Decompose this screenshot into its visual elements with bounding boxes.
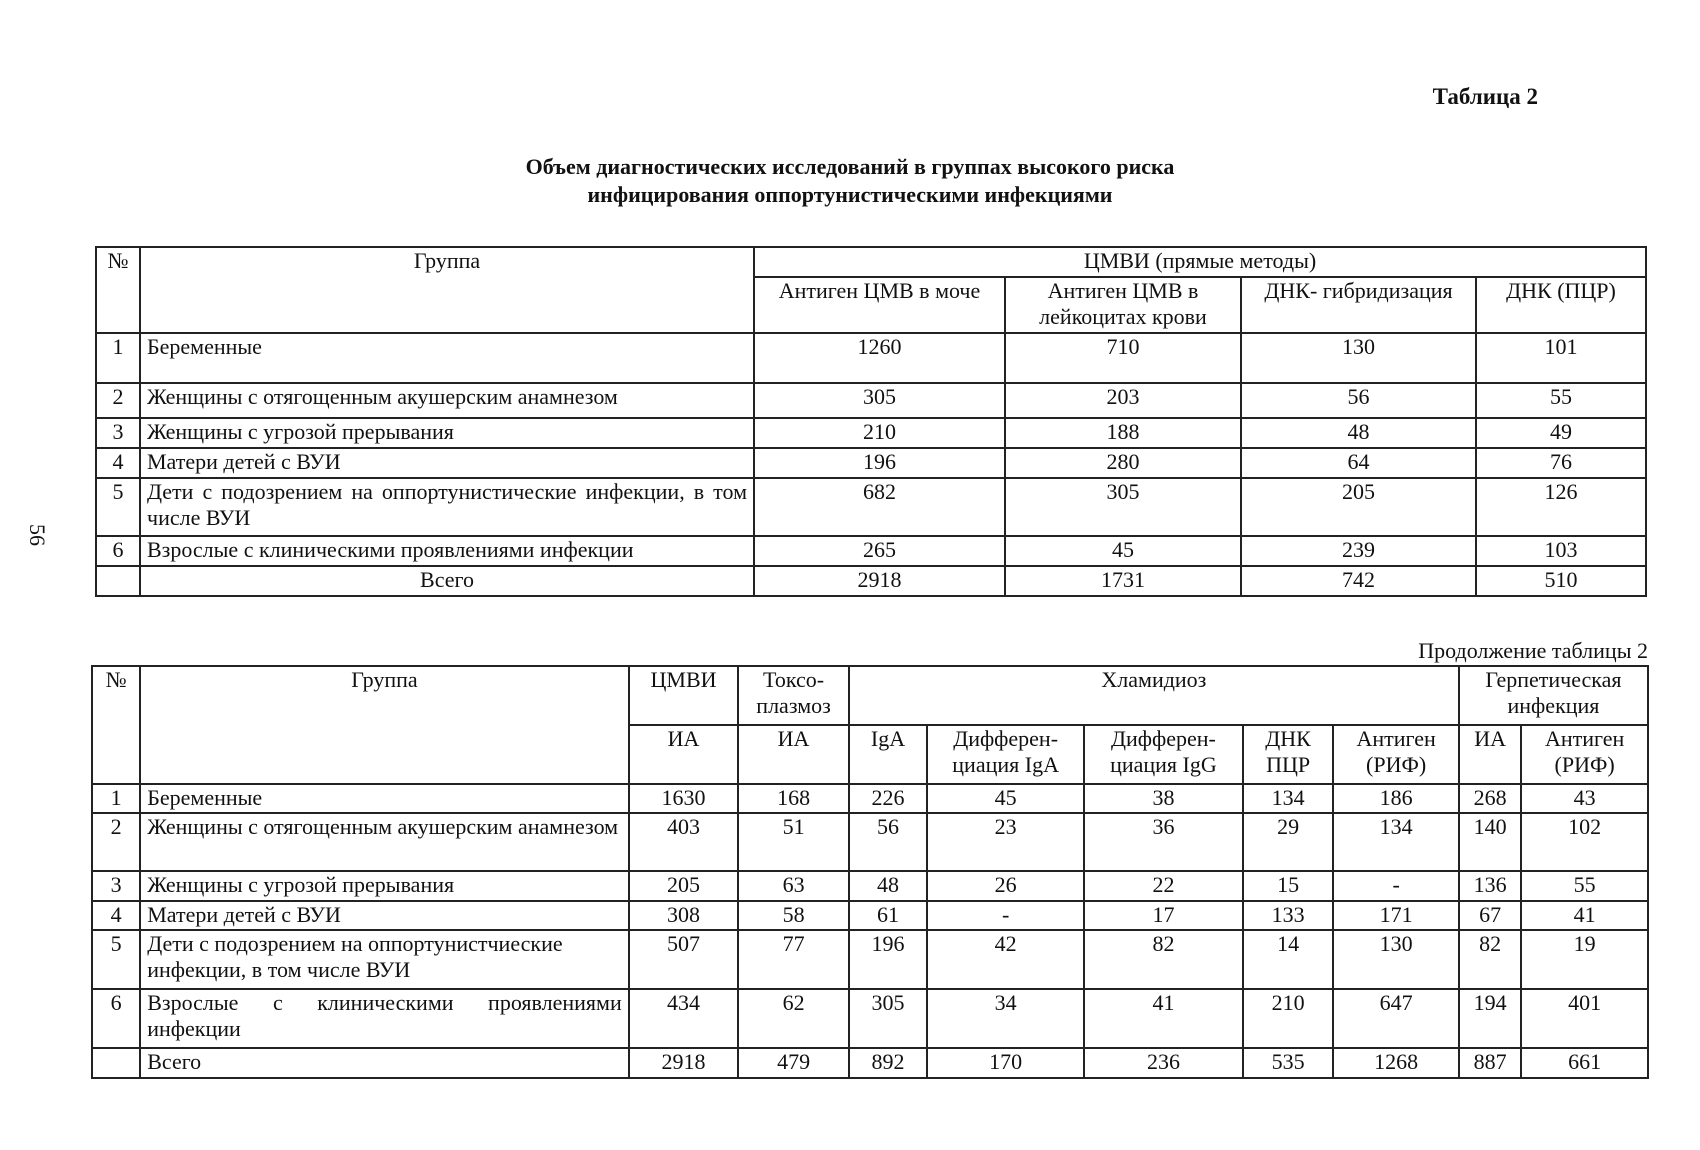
title-line-1: Объем диагностических исследований в группах высокого риска (525, 154, 1175, 179)
value-cell: 196 (754, 448, 1005, 478)
value-cell: 130 (1333, 930, 1459, 989)
total-cell: 1731 (1005, 566, 1241, 596)
value-cell: 507 (629, 930, 739, 989)
value-cell: 15 (1243, 871, 1333, 901)
value-cell: 682 (754, 478, 1005, 536)
table2-header-num: № (92, 666, 140, 784)
group-name: Женщины с отягощенным акушерским анамнезом (140, 813, 629, 871)
group-name: Матери детей с ВУИ (140, 901, 629, 930)
value-cell: 42 (927, 930, 1084, 989)
value-cell: 168 (738, 784, 849, 813)
value-cell: 38 (1084, 784, 1243, 813)
group-name: Беременные (140, 784, 629, 813)
table2-header-cmvi: ЦМВИ (629, 666, 739, 725)
total-cell: 479 (738, 1048, 849, 1078)
row-number-empty (92, 1048, 140, 1078)
value-cell: 67 (1459, 901, 1521, 930)
table-row (96, 418, 1646, 448)
value-cell: 265 (754, 536, 1005, 566)
table-total-row (92, 1048, 1648, 1078)
value-cell: 34 (927, 989, 1084, 1048)
row-number: 4 (96, 448, 140, 478)
value-cell: 134 (1333, 813, 1459, 871)
value-cell: 55 (1521, 871, 1648, 901)
table1-header-col: ДНК (ПЦР) (1476, 277, 1646, 333)
table-row (92, 901, 1648, 930)
group-name: Дети с подозрением на оппортунистические инфекции, в том числе ВУИ (140, 478, 754, 536)
value-cell: 280 (1005, 448, 1241, 478)
value-cell: 55 (1476, 383, 1646, 418)
total-cell: 535 (1243, 1048, 1333, 1078)
row-number-empty (96, 566, 140, 596)
value-cell: 133 (1243, 901, 1333, 930)
value-cell: 48 (1241, 418, 1476, 448)
value-cell: 45 (1005, 536, 1241, 566)
value-cell: 56 (849, 813, 927, 871)
table1-header-group: Группа (140, 247, 754, 333)
value-cell: 63 (738, 871, 849, 901)
value-cell: 82 (1459, 930, 1521, 989)
value-cell: 17 (1084, 901, 1243, 930)
value-cell: 305 (754, 383, 1005, 418)
table-row (92, 784, 1648, 813)
value-cell: 205 (1241, 478, 1476, 536)
value-cell: 210 (1243, 989, 1333, 1048)
value-cell: 210 (754, 418, 1005, 448)
table-row (92, 871, 1648, 901)
group-name: Матери детей с ВУИ (140, 448, 754, 478)
value-cell: 1260 (754, 333, 1005, 383)
table1-header-col: ДНК- гибридизация (1241, 277, 1476, 333)
table1-header-col: Антиген ЦМВ в лейкоцитах крови (1005, 277, 1241, 333)
value-cell: 401 (1521, 989, 1648, 1048)
page-number: 56 (25, 524, 50, 546)
group-name: Дети с подозрением на оппортунистчиеские инфекции, в том числе ВУИ (140, 930, 629, 989)
row-number: 5 (92, 930, 140, 989)
table-row (96, 478, 1646, 536)
table-2 (91, 665, 1649, 1079)
value-cell: 434 (629, 989, 739, 1048)
value-cell: 305 (849, 989, 927, 1048)
value-cell: 14 (1243, 930, 1333, 989)
table2-subheader: ИА (629, 725, 739, 784)
value-cell: 134 (1243, 784, 1333, 813)
group-name: Женщины с угрозой прерывания (140, 871, 629, 901)
value-cell: 196 (849, 930, 927, 989)
title-line-2: инфицирования оппортунистическими инфекциями (587, 182, 1113, 207)
value-cell: - (1333, 871, 1459, 901)
value-cell: 188 (1005, 418, 1241, 448)
table2-header-row-1 (92, 666, 1648, 725)
total-cell: 892 (849, 1048, 927, 1078)
value-cell: 76 (1476, 448, 1646, 478)
value-cell: 194 (1459, 989, 1521, 1048)
table2-header-chlamydia: Хламидиоз (849, 666, 1459, 725)
table-row (96, 383, 1646, 418)
table2-subheader: Дифферен-циация IgG (1084, 725, 1243, 784)
group-name: Женщины с угрозой прерывания (140, 418, 754, 448)
value-cell: 268 (1459, 784, 1521, 813)
table1-header-num: № (96, 247, 140, 333)
value-cell: 23 (927, 813, 1084, 871)
value-cell: 64 (1241, 448, 1476, 478)
value-cell: 61 (849, 901, 927, 930)
table2-subheader: ИА (1459, 725, 1521, 784)
table2-header-herpes: Герпетическая инфекция (1459, 666, 1648, 725)
row-number: 2 (92, 813, 140, 871)
table2-subheader: ИА (738, 725, 849, 784)
value-cell: 48 (849, 871, 927, 901)
group-name: Взрослые с клиническими проявлениями инфекции (140, 989, 629, 1048)
table-row (96, 448, 1646, 478)
table-row (96, 333, 1646, 383)
total-label: Всего (140, 566, 754, 596)
value-cell: 403 (629, 813, 739, 871)
value-cell: - (927, 901, 1084, 930)
total-cell: 742 (1241, 566, 1476, 596)
value-cell: 56 (1241, 383, 1476, 418)
value-cell: 140 (1459, 813, 1521, 871)
value-cell: 58 (738, 901, 849, 930)
table2-subheader: Дифферен-циация IgA (927, 725, 1084, 784)
total-cell: 170 (927, 1048, 1084, 1078)
table-row (92, 813, 1648, 871)
value-cell: 41 (1521, 901, 1648, 930)
value-cell: 226 (849, 784, 927, 813)
value-cell: 51 (738, 813, 849, 871)
value-cell: 710 (1005, 333, 1241, 383)
value-cell: 186 (1333, 784, 1459, 813)
table1-header-row-1 (96, 247, 1646, 277)
document-title (320, 153, 1380, 209)
value-cell: 126 (1476, 478, 1646, 536)
continuation-label: Продолжение таблицы 2 (1418, 638, 1648, 663)
table-1 (95, 246, 1647, 597)
table1-header-col: Антиген ЦМВ в моче (754, 277, 1005, 333)
value-cell: 647 (1333, 989, 1459, 1048)
value-cell: 171 (1333, 901, 1459, 930)
table2-subheader: Антиген (РИФ) (1333, 725, 1459, 784)
value-cell: 41 (1084, 989, 1243, 1048)
total-cell: 236 (1084, 1048, 1243, 1078)
total-cell: 887 (1459, 1048, 1521, 1078)
value-cell: 101 (1476, 333, 1646, 383)
row-number: 6 (92, 989, 140, 1048)
group-name: Взрослые с клиническими проявлениями инфекции (140, 536, 754, 566)
value-cell: 36 (1084, 813, 1243, 871)
table2-subheader: Антиген (РИФ) (1521, 725, 1648, 784)
row-number: 2 (96, 383, 140, 418)
table2-subheader: IgA (849, 725, 927, 784)
value-cell: 136 (1459, 871, 1521, 901)
value-cell: 308 (629, 901, 739, 930)
total-cell: 510 (1476, 566, 1646, 596)
row-number: 1 (92, 784, 140, 813)
table1-header-cmvi: ЦМВИ (прямые методы) (754, 247, 1646, 277)
value-cell: 130 (1241, 333, 1476, 383)
value-cell: 62 (738, 989, 849, 1048)
total-cell: 2918 (629, 1048, 739, 1078)
table-row (92, 989, 1648, 1048)
row-number: 4 (92, 901, 140, 930)
table-row (96, 536, 1646, 566)
value-cell: 45 (927, 784, 1084, 813)
value-cell: 102 (1521, 813, 1648, 871)
value-cell: 305 (1005, 478, 1241, 536)
table-row (92, 930, 1648, 989)
group-name: Женщины с отягощенным акушерским анамнезом (140, 383, 754, 418)
value-cell: 239 (1241, 536, 1476, 566)
row-number: 1 (96, 333, 140, 383)
row-number: 6 (96, 536, 140, 566)
value-cell: 77 (738, 930, 849, 989)
value-cell: 49 (1476, 418, 1646, 448)
value-cell: 26 (927, 871, 1084, 901)
group-name: Беременные (140, 333, 754, 383)
value-cell: 103 (1476, 536, 1646, 566)
table-label: Таблица 2 (1432, 84, 1538, 109)
total-label: Всего (140, 1048, 629, 1078)
table2-subheader: ДНК ПЦР (1243, 725, 1333, 784)
row-number: 5 (96, 478, 140, 536)
value-cell: 203 (1005, 383, 1241, 418)
value-cell: 29 (1243, 813, 1333, 871)
table-total-row (96, 566, 1646, 596)
total-cell: 661 (1521, 1048, 1648, 1078)
table2-header-toxo: Токсо-плазмоз (738, 666, 849, 725)
total-cell: 2918 (754, 566, 1005, 596)
value-cell: 82 (1084, 930, 1243, 989)
value-cell: 22 (1084, 871, 1243, 901)
row-number: 3 (96, 418, 140, 448)
value-cell: 43 (1521, 784, 1648, 813)
value-cell: 205 (629, 871, 739, 901)
value-cell: 19 (1521, 930, 1648, 989)
table2-header-group: Группа (140, 666, 629, 784)
value-cell: 1630 (629, 784, 739, 813)
total-cell: 1268 (1333, 1048, 1459, 1078)
row-number: 3 (92, 871, 140, 901)
